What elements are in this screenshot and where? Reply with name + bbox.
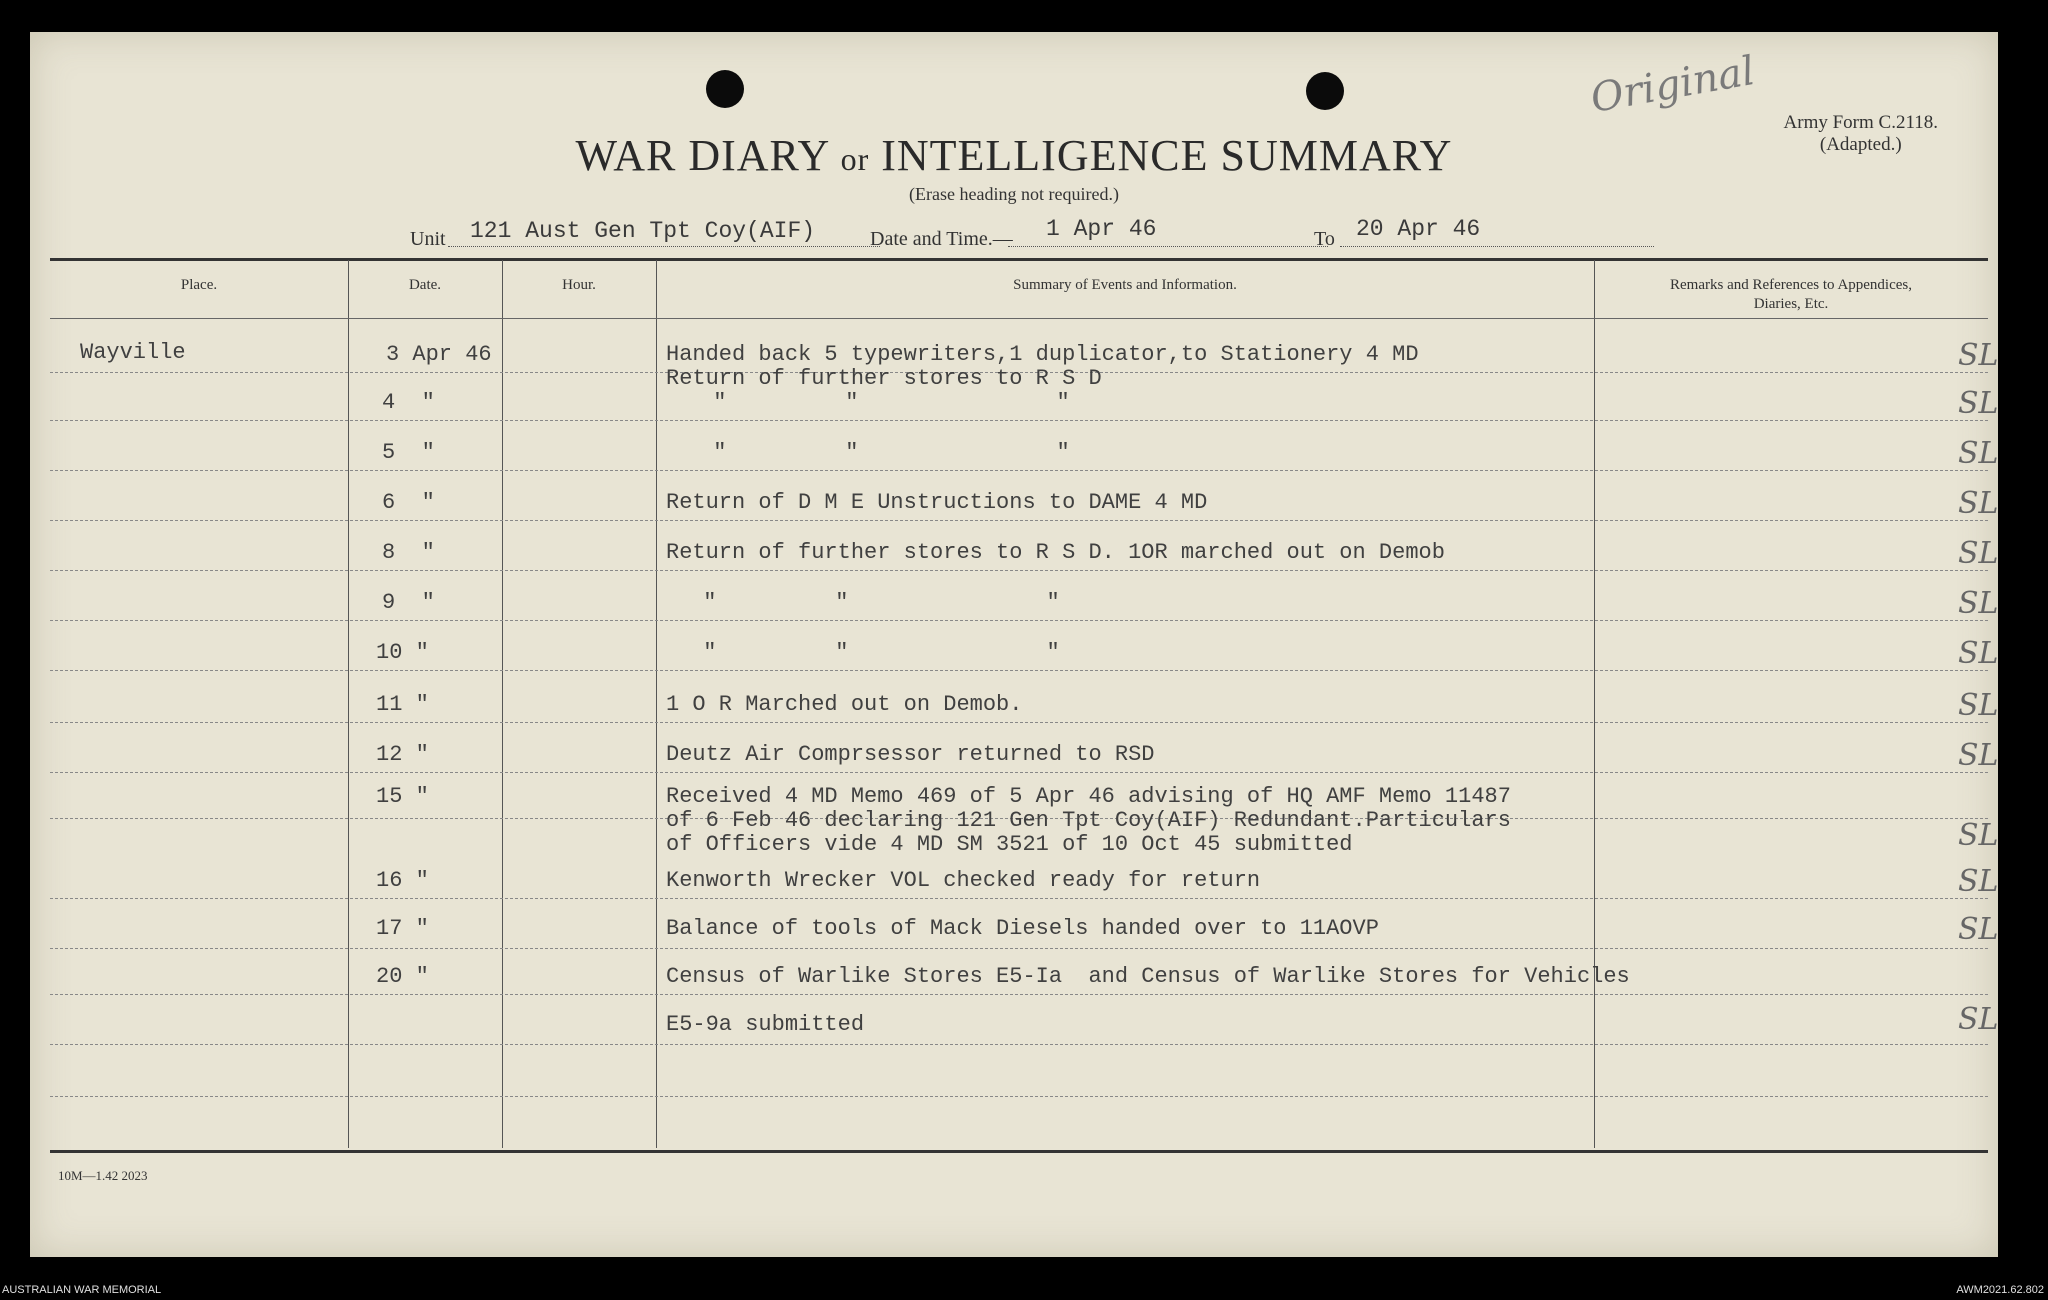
entry-date: 17 " (376, 916, 429, 941)
entry-initial: SL (1958, 386, 1999, 421)
entry-initial: SL (1958, 636, 1999, 671)
entry-summary: Received 4 MD Memo 469 of 5 Apr 46 advising of HQ AMF Memo 11487 (666, 784, 1511, 809)
page-title: WAR DIARY or INTELLIGENCE SUMMARY (575, 131, 1453, 180)
entry-summary: E5-9a submitted (666, 1012, 865, 1037)
row-line (50, 994, 1988, 995)
column-header-date: Date. (408, 277, 442, 293)
entry-date: 10 " (376, 640, 429, 665)
entry-date: 4 " (382, 390, 435, 415)
entry-initial: SL (1958, 586, 1999, 621)
entry-date: 6 " (382, 490, 435, 515)
table-top-rule (50, 258, 1988, 261)
date-from-underline (1008, 246, 1328, 247)
entry-initial: SL (1958, 338, 1999, 373)
entry-initial: SL (1958, 436, 1999, 471)
unit-value: 121 Aust Gen Tpt Coy(AIF) (470, 218, 816, 244)
entry-initial: SL (1958, 536, 1999, 571)
column-header-summary: Summary of Events and Information. (1013, 277, 1237, 293)
date-from-value: 1 Apr 46 (1046, 216, 1157, 242)
caption-left: AUSTRALIAN WAR MEMORIAL (2, 1284, 162, 1296)
row-line (50, 420, 1988, 421)
entry-summary: 1 O R Marched out on Demob. (666, 692, 1023, 717)
row-line (50, 1096, 1988, 1097)
row-line (50, 520, 1988, 521)
divider-place-date (348, 260, 349, 1148)
row-line (50, 620, 1988, 621)
row-line (50, 670, 1988, 671)
divider-hour-summary (656, 260, 657, 1148)
entry-date: 20 " (376, 964, 429, 989)
column-header-place: Place. (180, 277, 218, 293)
row-line (50, 948, 1988, 949)
to-label: To (1314, 228, 1335, 250)
punch-hole-left (706, 70, 744, 108)
date-time-label: Date and Time.— (870, 228, 1013, 250)
diary-page (30, 32, 1998, 1257)
entry-initial: SL (1958, 688, 1999, 723)
entry-summary: Return of D M E Unstructions to DAME 4 MD (666, 490, 1208, 515)
army-form-label: Army Form C.2118. (Adapted.) (1783, 112, 1938, 155)
entry-summary: Return of further stores to R S D (666, 366, 1102, 391)
unit-underline (448, 246, 880, 247)
entry-summary: of 6 Feb 46 declaring 121 Gen Tpt Coy(AIF) Redundant.Particulars (666, 808, 1511, 833)
divider-date-hour (502, 260, 503, 1148)
unit-label: Unit (410, 228, 446, 250)
column-header-hour: Hour. (562, 277, 596, 293)
print-code: 10M—1.42 2023 (58, 1168, 148, 1183)
row-line (50, 570, 1988, 571)
entry-initial: SL (1958, 1002, 1999, 1037)
entry-summary: Balance of tools of Mack Diesels handed over to 11AOVP (666, 916, 1379, 941)
entry-place: Wayville (80, 340, 186, 365)
entry-date: 16 " (376, 868, 429, 893)
entry-summary: Handed back 5 typewriters,1 duplicator,to Stationery 4 MD (666, 342, 1419, 367)
entry-summary: Kenworth Wrecker VOL checked ready for return (666, 868, 1261, 893)
entry-date: 15 " (376, 784, 429, 809)
entry-date: 5 " (382, 440, 435, 465)
row-line (50, 722, 1988, 723)
entry-summary: Deutz Air Comprsessor returned to RSD (666, 742, 1155, 767)
date-to-value: 20 Apr 46 (1356, 216, 1481, 242)
entry-summary: " " " (690, 590, 1060, 615)
entry-summary: " " " (690, 640, 1060, 665)
entry-initial: SL (1958, 818, 1999, 853)
page-subtitle: (Erase heading not required.) (909, 184, 1119, 204)
entry-summary: Census of Warlike Stores E5-Ia and Census of Warlike Stores for Vehicles (666, 964, 1630, 989)
punch-hole-right (1306, 72, 1344, 110)
entry-date: 8 " (382, 540, 435, 565)
entry-summary: " " " (700, 440, 1070, 465)
entry-initial: SL (1958, 486, 1999, 521)
entry-summary: Return of further stores to R S D. 1OR marched out on Demob (666, 540, 1445, 565)
table-bottom-rule (50, 1150, 1988, 1153)
original-annotation: Original (1587, 47, 1759, 123)
row-line (50, 1044, 1988, 1045)
date-to-underline (1340, 246, 1654, 247)
caption-right: AWM2021.62.802 (1956, 1284, 2044, 1296)
header-separator (50, 318, 1988, 319)
entry-summary: " " " (700, 390, 1070, 415)
row-line (50, 898, 1988, 899)
entry-date: 11 " (376, 692, 429, 717)
entry-summary: of Officers vide 4 MD SM 3521 of 10 Oct 45 submitted (666, 832, 1353, 857)
column-header-remarks: Remarks and References to Appendices, Diaries, Etc. (1670, 277, 1912, 312)
row-line (50, 470, 1988, 471)
entry-initial: SL (1958, 912, 1999, 947)
entry-date: 3 Apr 46 (386, 342, 492, 367)
entry-initial: SL (1958, 864, 1999, 899)
divider-summary-remarks (1594, 260, 1595, 1148)
entry-date: 12 " (376, 742, 429, 767)
entry-date: 9 " (382, 590, 435, 615)
row-line (50, 772, 1988, 773)
entry-initial: SL (1958, 738, 1999, 773)
